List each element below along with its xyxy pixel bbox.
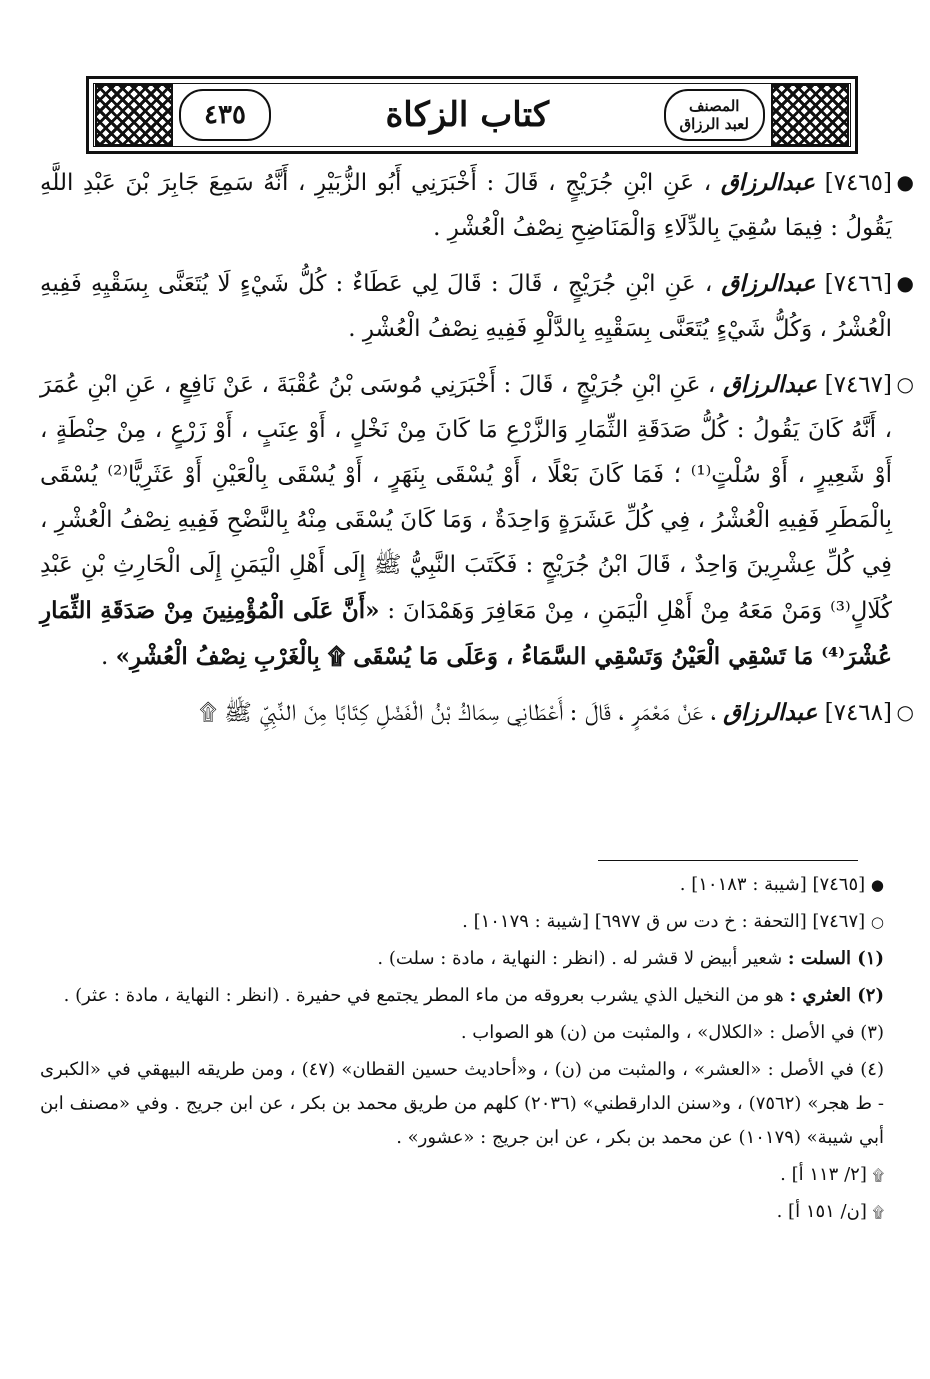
manuscript-marker-icon: ۩ — [872, 1166, 884, 1184]
entry-bullet: ● — [896, 271, 914, 295]
footnote-ref: (٢) العثري : — [789, 985, 884, 1006]
entry-number: [٧٤٦٨] — [824, 700, 892, 726]
footnote-text: [ن/ ١٥١ أ] . — [776, 1201, 867, 1222]
footnote-bullet: ○ — [870, 913, 884, 931]
entry-bullet: ○ — [896, 700, 914, 724]
hadith-entry — [40, 261, 914, 352]
entry-narrator: عبدالرزاق — [722, 371, 818, 398]
footnote — [40, 1016, 884, 1050]
footnote-ref: (١) السلت : — [787, 948, 884, 969]
left-ornament — [95, 84, 173, 146]
entry-narrator: عبدالرزاق — [720, 169, 815, 196]
footnote-bullet: ● — [870, 876, 884, 894]
page-number: ٤٣٥ — [179, 89, 271, 141]
footnote-text: هو من النخيل الذي يشرب بعروقه من ماء المطر يجتمع في حفيرة . (انظر : النهاية ، مادة : عثر) . — [63, 985, 784, 1006]
main-text — [40, 160, 914, 746]
footnote-text: (٤) في الأصل : «العشر» ، والمثبت من (ن) ، و«أحاديث حسين القطان» (٤٧) ، ومن طريقه البيهقي في «الكبرى - ط هجر» (٧٥٦٢) ، و«سنن الدارقطني» (٢٠٣٦) كلهم من طريق محمد بن بكر ، عن ابن جريج . وفي «مصنف ابن أبي شيبة» (١٠١٧٩) عن محمد بن بكر ، عن ابن جريج : «عشور» . — [40, 1059, 884, 1148]
footnote — [40, 1195, 884, 1229]
footnote-text: [٢/ ١١٣ أ] . — [780, 1164, 867, 1185]
hadith-entry — [40, 362, 914, 680]
footnote — [40, 942, 884, 976]
footnote — [40, 1158, 884, 1192]
emblem-bottom-text: لعبد الرزاق — [679, 115, 749, 133]
footnote — [40, 905, 884, 939]
entry-bullet: ● — [896, 170, 914, 194]
entry-text: ، عَنِ ابْنِ جُرَيْجٍ ، قَالَ : قَالَ لِي عَطَاءٌ : كُلُّ شَيْءٍ لَا يُتَعَنَّى بِسَقْيِهِ فَفِيهِ الْعُشْرُ ، وَكُلُّ شَيْءٍ يُتَعَنَّى بِسَقْيِهِ بِالدَّلْوِ فَفِيهِ نِصْفُ الْعُشْرِ . — [40, 271, 892, 342]
entry-text: ، عَنْ مَعْمَرٍ ، قَالَ : أَعْطَانِي سِمَاكُ بْنُ الْفَضْلِ كِتَابًا مِنَ النَّبِيِّ ﷺ ۩ — [199, 700, 716, 726]
book-emblem — [664, 89, 766, 141]
footnote — [40, 979, 884, 1013]
hadith-entry — [40, 690, 914, 736]
entry-number: [٧٤٦٦] — [824, 271, 892, 297]
footnote-divider — [598, 860, 858, 861]
footnote-text: شعير أبيض لا قشر له . (انظر : النهاية ، مادة : سلت) . — [377, 948, 783, 969]
footnote-text: [٧٤٦٧] [التحفة : خ دت س ق ٦٩٧٧] [شيبة : ١٠١٧٩] . — [462, 911, 866, 932]
footnotes — [40, 868, 884, 1232]
entry-narrator: عبدالرزاق — [721, 270, 816, 297]
page-header — [86, 76, 858, 154]
entry-tail: . — [101, 644, 109, 670]
right-ornament — [771, 84, 849, 146]
hadith-entry — [40, 160, 914, 251]
entry-number: [٧٤٦٧] — [824, 372, 892, 398]
book-title: كتاب الزكاة — [385, 95, 550, 135]
entry-text: ، عَنِ ابْنِ جُرَيْجٍ ، قَالَ : أَخْبَرَنِي مُوسَى بْنُ عُقْبَةَ ، عَنْ نَافِعٍ ، عَنِ ابْنِ عُمَرَ ، أَنَّهُ كَانَ يَقُولُ : كُلُّ صَدَقَةِ الثِّمَارِ وَالزَّرْعِ مَا كَانَ مِنْ نَخْلٍ ، أَوْ عِنَبٍ ، أَوْ زَرْعٍ ، مِنْ حِنْطَةٍ ، أَوْ شَعِيرٍ ، أَوْ سُلْتٍ⁽¹⁾ ؛ فَمَا كَانَ بَعْلًا ، أَوْ يُسْقَى بِنَهَرٍ ، أَوْ يُسْقَى بِالْعَيْنِ أَوْ عَثَرِيًّا⁽²⁾ يُسْقَى بِالْمَطَرِ فَفِيهِ الْعُشْرُ ، فِي كُلِّ عَشَرَةٍ وَاحِدَةٌ ، وَمَا كَانَ يُسْقَى مِنْهُ بِالنَّضْحِ فَفِيهِ نِصْفُ الْعُشْرِ ، فِي كُلِّ عِشْرِينَ وَاحِدٌ ، قَالَ ابْنُ جُرَيْجٍ : فَكَتَبَ النَّبِيُّ ﷺ إِلَى أَهْلِ الْيَمَنِ إِلَى الْحَارِثِ بْنِ عَبْدِ كُلَالٍ⁽³⁾ وَمَنْ مَعَهُ مِنْ أَهْلِ الْيَمَنِ ، مِنْ مَعَافِرَ وَهَمْدَانَ : — [40, 372, 892, 624]
entry-quote: «أَنَّ عَلَى الْمُؤْمِنِينَ مِنْ صَدَقَةِ الثِّمَارِ عُشْرَ⁽⁴⁾ مَا تَسْقِي الْعَيْنُ وَتَسْقِي السَّمَاءُ ، وَعَلَى مَا يُسْقَى ۩ بِالْغَرْبِ نِصْفُ الْعُشْرِ» — [40, 597, 892, 670]
footnote-text: [٧٤٦٥] [شيبة : ١٠١٨٣] . — [679, 874, 866, 895]
footnote-text: (٣) في الأصل : «الكلال» ، والمثبت من (ن) هو الصواب . — [460, 1022, 884, 1043]
entry-number: [٧٤٦٥] — [824, 170, 892, 196]
footnote — [40, 1053, 884, 1155]
entry-narrator: عبدالرزاق — [723, 699, 818, 726]
entry-text: ، عَنِ ابْنِ جُرَيْجٍ ، قَالَ : أَخْبَرَنِي أَبُو الزُّبَيْرِ ، أَنَّهُ سَمِعَ جَابِرَ بْنَ عَبْدِ اللَّهِ يَقُولُ : فِيمَا سُقِيَ بِالدِّلَاءِ وَالْمَنَاضِحِ نِصْفُ الْعُشْرِ . — [40, 170, 892, 241]
emblem-top-text: المصنف — [689, 97, 740, 115]
footnote — [40, 868, 884, 902]
entry-bullet: ○ — [896, 372, 914, 396]
manuscript-marker-icon: ۩ — [872, 1203, 884, 1221]
